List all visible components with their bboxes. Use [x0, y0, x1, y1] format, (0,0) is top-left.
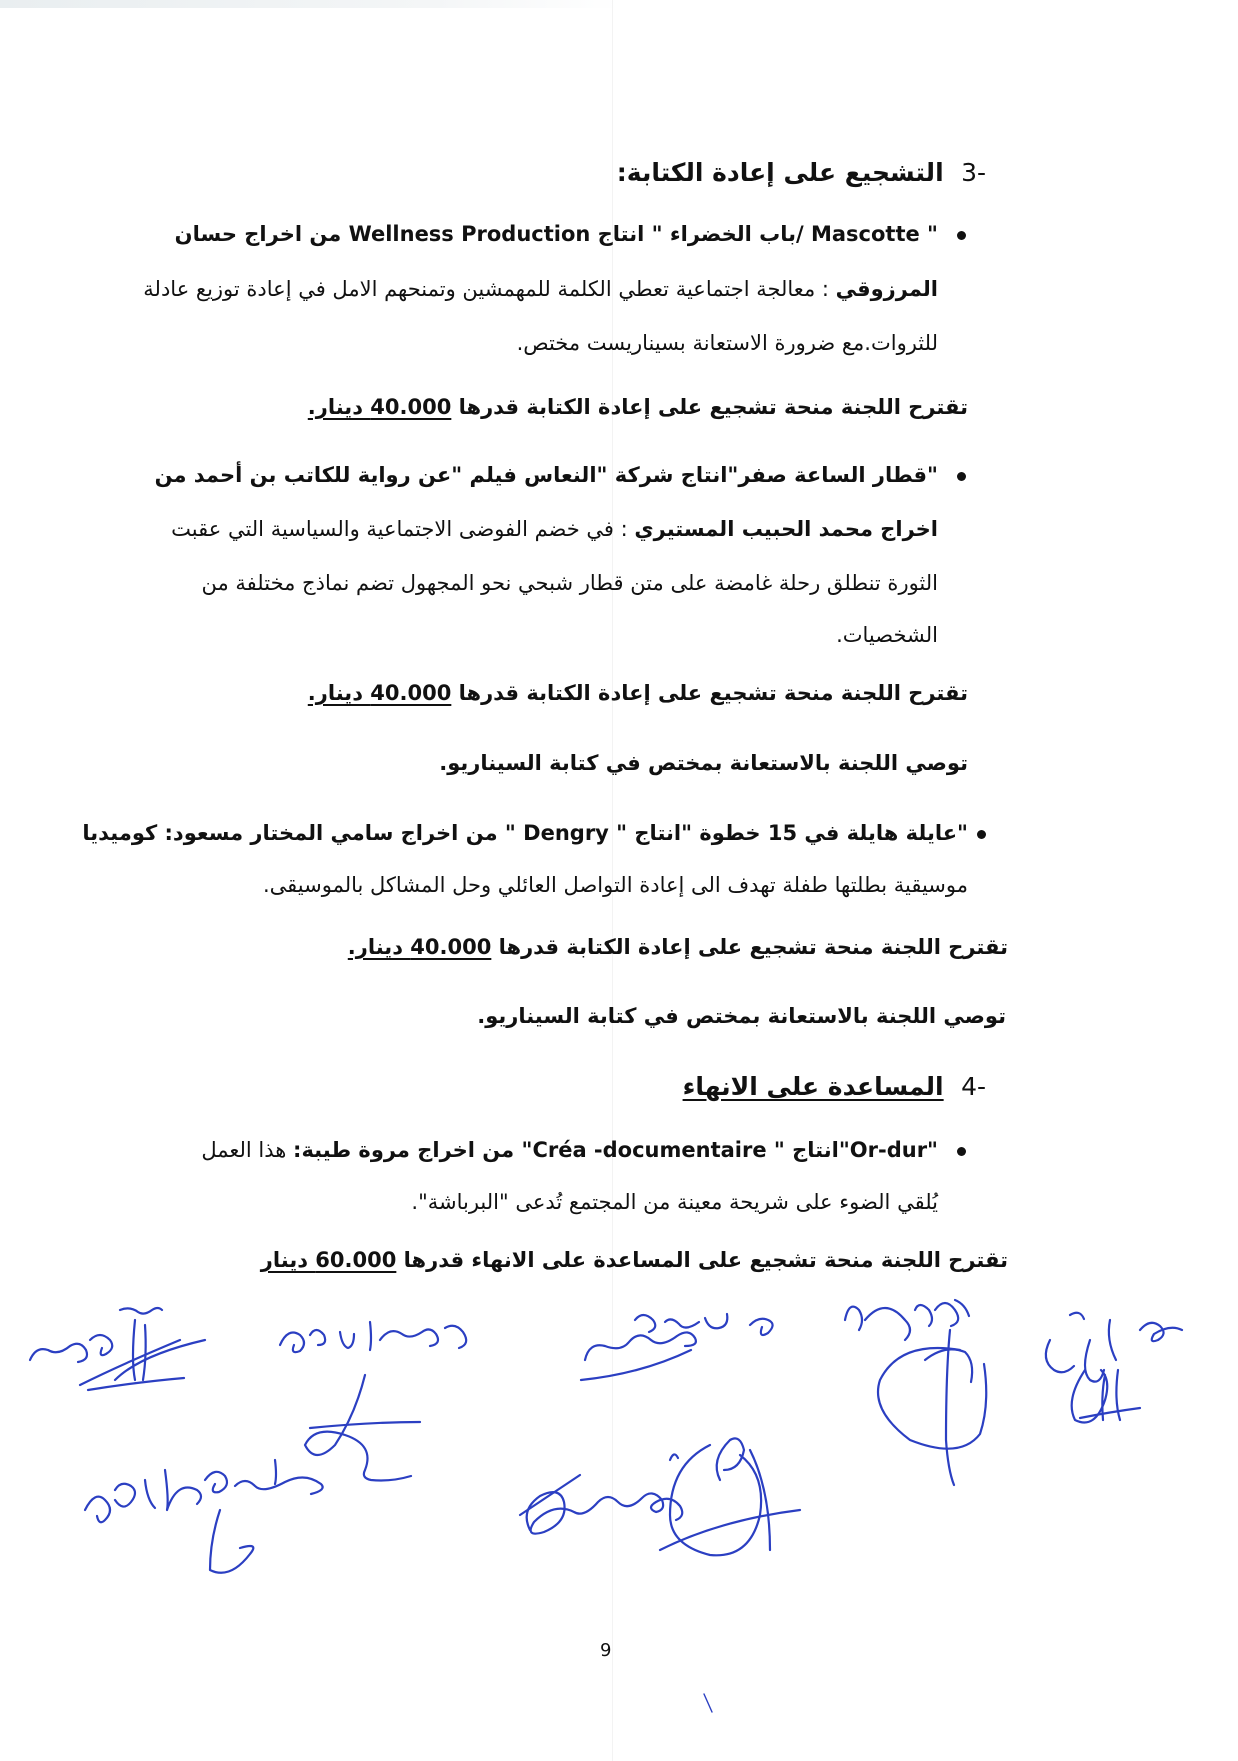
section-4-heading — [683, 1072, 986, 1102]
production-company: Créa -documentaire — [532, 1138, 767, 1162]
quote-mark: " — [927, 1138, 938, 1162]
recommendation-1: توصي اللجنة بالاستعانة بمختص في كتابة السيناريو. — [439, 751, 968, 775]
item-2-line-2 — [171, 514, 938, 544]
synopsis: : معالجة اجتماعية تعطي الكلمة للمهمشين وتمنحهم الامل في إعادة توزيع عادلة — [143, 277, 836, 301]
production-company: Wellness Production — [348, 222, 591, 246]
proposal-text: تقترح اللجنة منحة تشجيع على المساعدة على الانهاء قدرها — [396, 1248, 1008, 1272]
pen-mark — [700, 1690, 720, 1720]
signature-7 — [1030, 1300, 1190, 1440]
page-number: 9 — [600, 1640, 612, 1661]
bullet-point — [957, 472, 966, 481]
director-and-genre: " من اخراج سامي المختار مسعود: كوميديا — [82, 821, 524, 845]
proposal-2 — [308, 678, 968, 708]
section-4-number: -4 — [961, 1072, 986, 1101]
proposal-1 — [308, 392, 968, 422]
signature-5 — [575, 1300, 795, 1400]
director-name: اخراج محمد الحبيب المستيري — [634, 517, 938, 541]
signature-8 — [490, 1420, 820, 1600]
signature-4 — [75, 1450, 405, 1590]
bullet-point — [957, 231, 966, 240]
director-prefix: من اخراج حسان — [174, 222, 349, 246]
section-3-title: التشجيع على إعادة الكتابة: — [616, 158, 944, 187]
film-title-latin: Mascotte — [810, 222, 920, 246]
item-4-line-1 — [201, 1135, 938, 1165]
item-1-line-2 — [143, 274, 938, 304]
signature-2 — [270, 1310, 490, 1370]
film-title: "عايلة هايلة في 15 خطوة "انتاج " — [608, 821, 968, 845]
section-3-number: -3 — [961, 158, 986, 187]
production-label: "انتاج " — [766, 1138, 850, 1162]
quote-mark: " — [919, 222, 938, 246]
signature-1 — [20, 1300, 190, 1410]
signature-6 — [835, 1290, 1025, 1520]
proposal-amount: 40.000 دينار. — [347, 935, 492, 959]
item-2-line-1: "قطار الساعة صفر"انتاج شركة "النعاس فيلم "عن رواية للكاتب بن أحمد من — [154, 463, 938, 487]
proposal-4 — [261, 1245, 1008, 1275]
item-2-line-3: الثورة تنطلق رحلة غامضة على متن قطار شبحي نحو المجهول تضم نماذج مختلفة من — [201, 571, 938, 595]
proposal-text: تقترح اللجنة منحة تشجيع على إعادة الكتابة قدرها — [451, 395, 968, 419]
proposal-3 — [348, 932, 1008, 962]
film-title-latin: Or-dur — [849, 1138, 928, 1162]
section-4-title: المساعدة على الانهاء — [682, 1072, 944, 1101]
item-4-line-2: يُلقي الضوء على شريحة معينة من المجتمع تُدعى "البرباشة". — [411, 1190, 938, 1214]
item-3-line-2: موسيقية بطلتها طفلة تهدف الى إعادة التواصل العائلي وحل المشاكل بالموسيقى. — [262, 873, 968, 897]
recommendation-2: توصي اللجنة بالاستعانة بمختص في كتابة السيناريو. — [477, 1004, 1006, 1028]
item-1-line-3: للثروات.مع ضرورة الاستعانة بسيناريست مختص. — [516, 331, 938, 355]
proposal-amount: 40.000 دينار. — [307, 395, 452, 419]
section-3-heading — [617, 158, 986, 188]
bullet-point — [957, 1147, 966, 1156]
production-company: Dengry — [523, 821, 609, 845]
proposal-text: تقترح اللجنة منحة تشجيع على إعادة الكتابة قدرها — [491, 935, 1008, 959]
director-name: " من اخراج مروة طيبة: — [293, 1138, 533, 1162]
proposal-amount: 40.000 دينار. — [307, 681, 452, 705]
proposal-amount: 60.000 دينار — [260, 1248, 397, 1272]
director-name: المرزوقي — [835, 277, 938, 301]
item-1-line-1 — [175, 219, 938, 249]
item-3-line-1 — [82, 818, 968, 848]
bullet-point — [977, 830, 986, 839]
proposal-text: تقترح اللجنة منحة تشجيع على إعادة الكتابة قدرها — [451, 681, 968, 705]
item-2-line-4: الشخصيات. — [836, 623, 938, 647]
synopsis: : في خضم الفوضى الاجتماعية والسياسية التي عقبت — [171, 517, 635, 541]
film-title-arabic: /باب الخضراء " انتاج — [590, 222, 811, 246]
scan-edge — [0, 0, 620, 8]
synopsis-start: هذا العمل — [201, 1138, 294, 1162]
